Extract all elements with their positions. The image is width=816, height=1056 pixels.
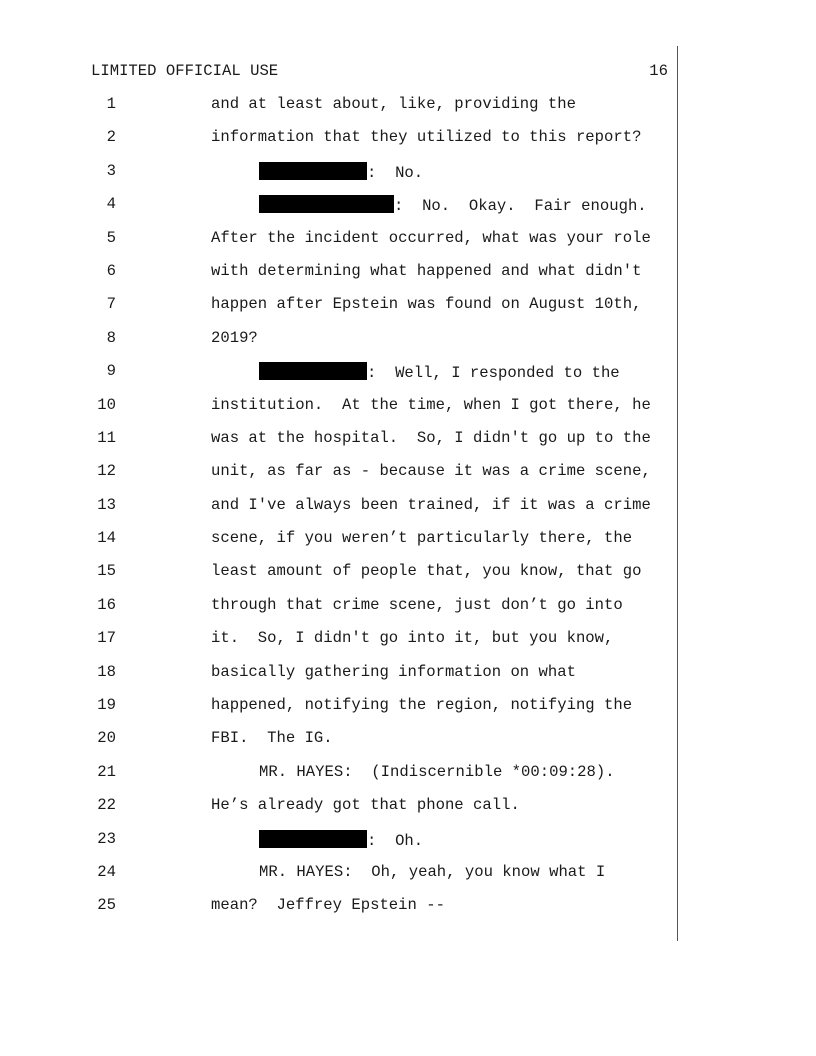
- line-number: 12: [97, 462, 116, 481]
- line-number: 24: [97, 862, 116, 881]
- line-text: information that they utilized to this report?: [211, 128, 642, 147]
- transcript-line-17: [0, 629, 676, 662]
- transcript-line-11: [0, 429, 676, 462]
- transcript-line-22: [0, 796, 676, 829]
- line-number: 7: [106, 295, 116, 314]
- speaker-line: [259, 362, 620, 382]
- transcript-line-2: [0, 128, 676, 161]
- page-number: 16: [649, 62, 668, 80]
- transcript-line-1: [0, 95, 676, 128]
- line-number: 3: [106, 161, 116, 180]
- line-number: 4: [106, 195, 116, 214]
- transcript-line-19: [0, 696, 676, 729]
- line-number: 23: [97, 829, 116, 848]
- transcript-line-7: [0, 295, 676, 328]
- line-text: basically gathering information on what: [211, 662, 576, 681]
- line-number: 5: [106, 228, 116, 247]
- transcript-line-4: [0, 195, 676, 228]
- redacted-speaker-name: [259, 830, 367, 848]
- transcript-line-25: [0, 896, 676, 929]
- line-text: institution. At the time, when I got there, he: [211, 395, 651, 414]
- line-text: He’s already got that phone call.: [211, 796, 520, 815]
- line-number: 6: [106, 261, 116, 280]
- redacted-speaker-name: [259, 162, 367, 180]
- line-text: : Well, I responded to the: [367, 364, 620, 383]
- line-text: least amount of people that, you know, that go: [211, 562, 642, 581]
- redacted-speaker-name: [259, 362, 367, 380]
- transcript-line-8: [0, 329, 676, 362]
- transcript-line-10: [0, 396, 676, 429]
- line-number: 25: [97, 896, 116, 915]
- line-text: scene, if you weren’t particularly there, the: [211, 529, 633, 548]
- line-number: 18: [97, 662, 116, 681]
- line-number: 16: [97, 595, 116, 614]
- speaker-line: [259, 162, 423, 182]
- transcript-line-6: [0, 262, 676, 295]
- transcript-line-15: [0, 562, 676, 595]
- line-text: MR. HAYES: Oh, yeah, you know what I: [259, 862, 606, 881]
- transcript-line-24: [0, 863, 676, 896]
- line-number: 22: [97, 796, 116, 815]
- line-text: was at the hospital. So, I didn't go up to the: [211, 428, 651, 447]
- line-number: 20: [97, 729, 116, 748]
- transcript-line-20: [0, 729, 676, 762]
- line-number: 21: [97, 762, 116, 781]
- line-number: 19: [97, 696, 116, 715]
- speaker-line: [259, 830, 423, 850]
- line-text: After the incident occurred, what was your role: [211, 228, 651, 247]
- line-number: 1: [106, 95, 116, 113]
- line-number: 10: [97, 395, 116, 414]
- transcript-line-21: [0, 763, 676, 796]
- line-text: unit, as far as - because it was a crime scene,: [211, 462, 651, 481]
- redacted-speaker-name: [259, 195, 394, 213]
- line-text: happen after Epstein was found on August 10th,: [211, 295, 642, 314]
- speaker-line: [259, 195, 647, 215]
- line-text: it. So, I didn't go into it, but you know,: [211, 629, 614, 648]
- line-number: 14: [97, 529, 116, 548]
- transcript-line-14: [0, 529, 676, 562]
- line-text: 2019?: [211, 328, 258, 347]
- transcript-line-3: [0, 162, 676, 195]
- transcript-line-9: [0, 362, 676, 395]
- line-text: mean? Jeffrey Epstein --: [211, 896, 445, 915]
- line-number: 11: [97, 428, 116, 447]
- line-text: : Oh.: [367, 831, 424, 850]
- right-margin-rule: [677, 46, 678, 941]
- line-text: happened, notifying the region, notifying the: [211, 696, 633, 715]
- transcript-body: [0, 95, 676, 930]
- line-number: 15: [97, 562, 116, 581]
- line-number: 17: [97, 629, 116, 648]
- line-text: FBI. The IG.: [211, 729, 333, 748]
- line-text: with determining what happened and what didn't: [211, 261, 642, 280]
- classification-header: LIMITED OFFICIAL USE: [91, 62, 279, 80]
- transcript-line-16: [0, 596, 676, 629]
- transcript-line-12: [0, 462, 676, 495]
- line-text: and at least about, like, providing the: [211, 95, 576, 113]
- line-text: MR. HAYES: (Indiscernible *00:09:28).: [259, 762, 615, 781]
- line-number: 2: [106, 128, 116, 147]
- line-number: 8: [106, 328, 116, 347]
- transcript-line-5: [0, 229, 676, 262]
- line-text: : No.: [367, 163, 424, 182]
- transcript-line-18: [0, 663, 676, 696]
- line-text: and I've always been trained, if it was a crime: [211, 495, 651, 514]
- transcript-line-13: [0, 496, 676, 529]
- transcript-line-23: [0, 830, 676, 863]
- line-text: through that crime scene, just don’t go into: [211, 595, 623, 614]
- line-text: : No. Okay. Fair enough.: [394, 197, 647, 216]
- line-number: 13: [97, 495, 116, 514]
- line-number: 9: [106, 362, 116, 381]
